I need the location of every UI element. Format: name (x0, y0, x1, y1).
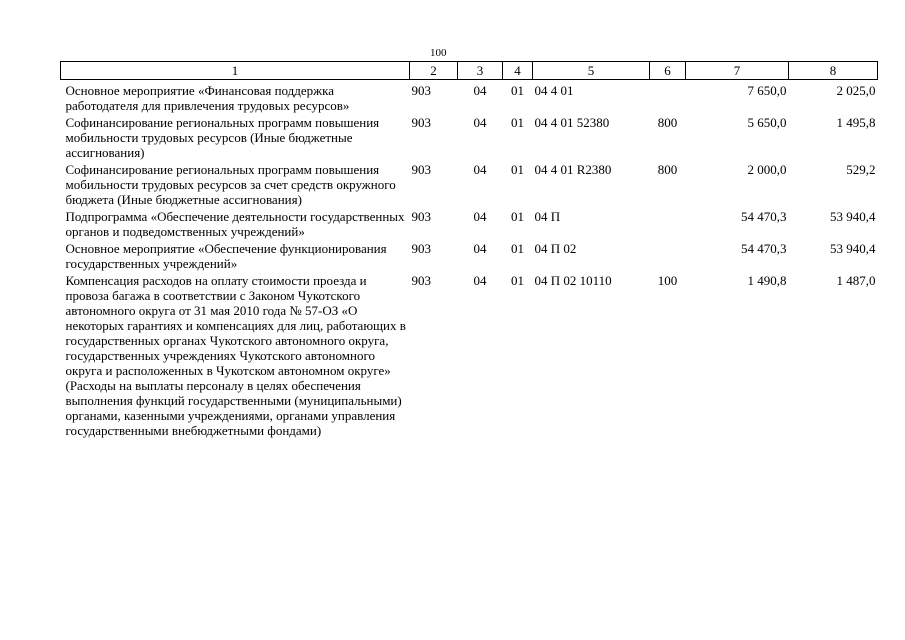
row-amount-2: 529,2 (846, 162, 876, 177)
row-subsection: 01 (511, 115, 524, 130)
row-name: Основное мероприятие «Обеспечение функционирования государственных учреждений» (65, 241, 387, 271)
row-amount-1: 1 490,8 (747, 273, 787, 288)
row-name: Подпрограмма «Обеспечение деятельности государственных органов и подведомственных учреждений» (65, 209, 405, 239)
row-grbs: 903 (411, 209, 431, 224)
row-grbs: 903 (411, 83, 431, 98)
row-target-article: 04 4 01 (534, 83, 574, 98)
table-row (61, 80, 878, 116)
column-header: 6 (650, 62, 686, 80)
row-grbs: 903 (411, 115, 431, 130)
table-row (61, 115, 878, 162)
column-header: 7 (686, 62, 789, 80)
table-row (61, 241, 878, 273)
row-amount-2: 53 940,4 (830, 209, 876, 224)
row-expense-type (650, 209, 686, 241)
column-header: 3 (458, 62, 503, 80)
row-subsection: 01 (511, 273, 524, 288)
row-target-article: 04 П (534, 209, 561, 224)
column-header: 8 (789, 62, 878, 80)
row-expense-type (650, 241, 686, 273)
row-section: 04 (473, 115, 487, 130)
row-target-article: 04 П 02 (534, 241, 577, 256)
column-header: 2 (410, 62, 458, 80)
row-subsection: 01 (511, 241, 524, 256)
row-amount-1: 7 650,0 (747, 83, 787, 98)
row-amount-2: 2 025,0 (836, 83, 876, 98)
row-target-article: 04 4 01 R2380 (534, 162, 612, 177)
row-amount-1: 54 470,3 (741, 209, 787, 224)
table-row (61, 162, 878, 209)
column-header: 5 (533, 62, 650, 80)
table-row (61, 209, 878, 241)
row-grbs: 903 (411, 273, 431, 288)
row-section: 04 (473, 83, 487, 98)
row-expense-type (650, 80, 686, 116)
row-section: 04 (473, 162, 487, 177)
row-section: 04 (473, 273, 487, 288)
row-amount-2: 1 495,8 (836, 115, 876, 130)
row-expense-type: 800 (657, 162, 678, 177)
budget-table (60, 61, 878, 440)
row-section: 04 (473, 241, 487, 256)
table-row (61, 273, 878, 440)
row-amount-1: 2 000,0 (747, 162, 787, 177)
row-name: Софинансирование региональных программ повышения мобильности трудовых ресурсов (Иные бюджетные ассигнования) (65, 115, 380, 160)
column-header: 1 (61, 62, 410, 80)
row-amount-1: 54 470,3 (741, 241, 787, 256)
row-target-article: 04 П 02 10110 (534, 273, 612, 288)
row-subsection: 01 (511, 83, 524, 98)
row-name: Компенсация расходов на оплату стоимости проезда и провоза багажа в соответствии с Законом Чукотского автономного округа от 31 мая 2010 года № 57-ОЗ «О некоторых гарантиях и компенсациях для лиц, работающих в государственных органах Чукотского автономного округа, государственных учреждениях Чукотского автономного округа и расположенных в Чукотском автономном округе» (Расходы на выплаты персоналу в целях обеспечения выполнения функций государственными (муниципальными) органами, казенными учреждениями, органами управления государственными внебюджетными фондами) (65, 273, 406, 438)
row-subsection: 01 (511, 162, 524, 177)
row-grbs: 903 (411, 162, 431, 177)
row-expense-type: 100 (657, 273, 678, 288)
column-header: 4 (503, 62, 533, 80)
row-amount-2: 53 940,4 (830, 241, 876, 256)
header-row (61, 62, 878, 80)
row-name: Основное мероприятие «Финансовая поддержка работодателя для привлечения трудовых ресурсов» (65, 83, 350, 113)
row-section: 04 (473, 209, 487, 224)
page-number: 100 (430, 47, 447, 59)
row-expense-type: 800 (657, 115, 678, 130)
row-subsection: 01 (511, 209, 524, 224)
row-amount-1: 5 650,0 (747, 115, 787, 130)
row-amount-2: 1 487,0 (836, 273, 876, 288)
row-target-article: 04 4 01 52380 (534, 115, 610, 130)
row-grbs: 903 (411, 241, 431, 256)
row-name: Софинансирование региональных программ повышения мобильности трудовых ресурсов за счет средств окружного бюджета (Иные бюджетные ассигнования) (65, 162, 396, 207)
